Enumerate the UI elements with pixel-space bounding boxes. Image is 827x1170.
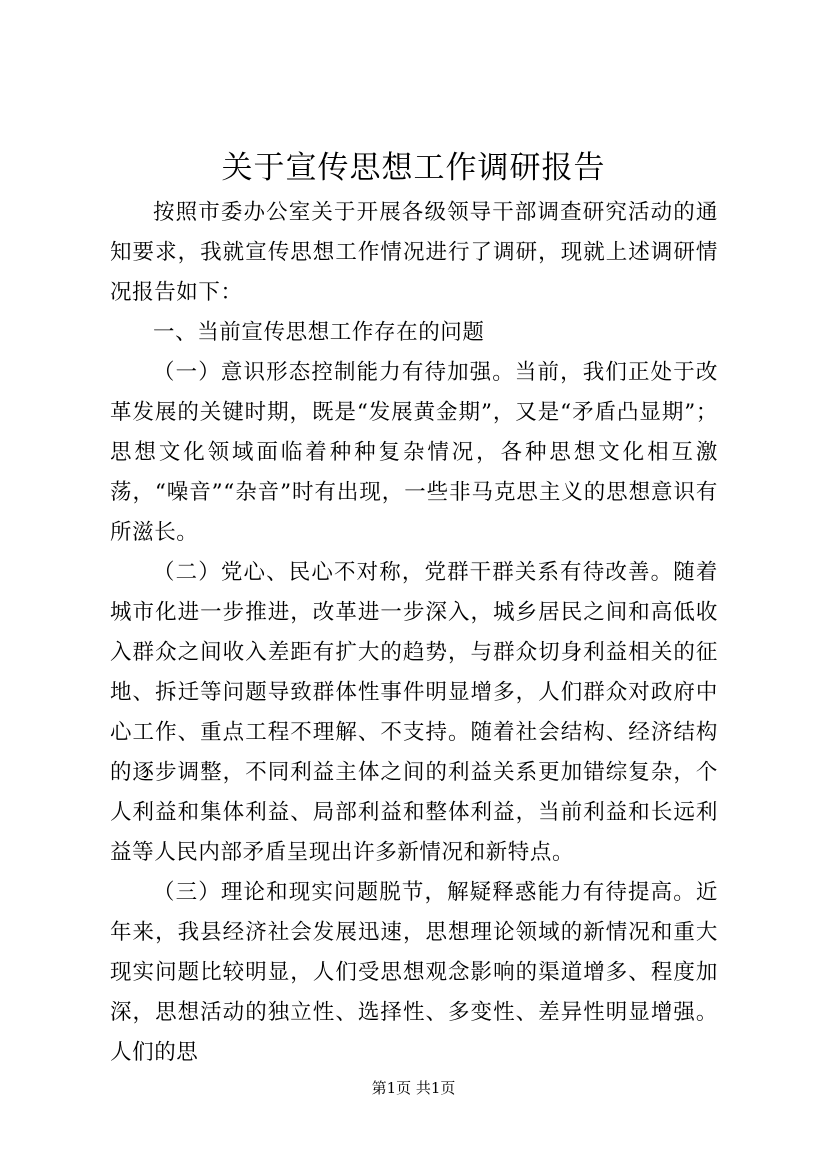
issue-paragraph-2: （二）党心、民心不对称，党群干群关系有待改善。随着城市化进一步推进，改革进一步深入，城乡居民之间和高低收入群众之间收入差距有扩大的趋势，与群众切身利益相关的征地、拆迁等问题导致群体性事件明显增多，人们群众对政府中心工作、重点工程不理解、不支持。随着社会结构、经济结构的逐步调整，不同利益主体之间的利益关系更加错综复杂，个人利益和集体利益、局部利益和整体利益，当前利益和长远利益等人民内部矛盾呈现出许多新情况和新特点。	[110, 560, 718, 865]
issue-paragraph-3: （三）理论和现实问题脱节，解疑释惑能力有待提高。近年来，我县经济社会发展迅速，思想理论领域的新情况和重大现实问题比较明显，人们受思想观念影响的渠道增多、程度加深，思想活动的独立性、选择性、多变性、差异性明显增强。人们的思	[110, 880, 718, 1065]
issue-paragraph-1: （一）意识形态控制能力有待加强。当前，我们正处于改革发展的关键时期，既是“发展黄金期”，又是“矛盾凸显期”；思想文化领域面临着种种复杂情况，各种思想文化相互激荡，“噪音”“杂音”时有出现，一些非马克思主义的思想意识有所滋长。	[110, 360, 718, 545]
page-footer: 第1页 共1页	[371, 1079, 456, 1097]
section-heading: 一、当前宣传思想工作存在的问题	[153, 320, 485, 345]
intro-paragraph: 按照市委办公室关于开展各级领导干部调查研究活动的通知要求，我就宣传思想工作情况进行了调研，现就上述调研情况报告如下：	[110, 200, 718, 305]
document-body	[110, 193, 718, 1073]
document-title: 关于宣传思想工作调研报告	[221, 150, 606, 186]
